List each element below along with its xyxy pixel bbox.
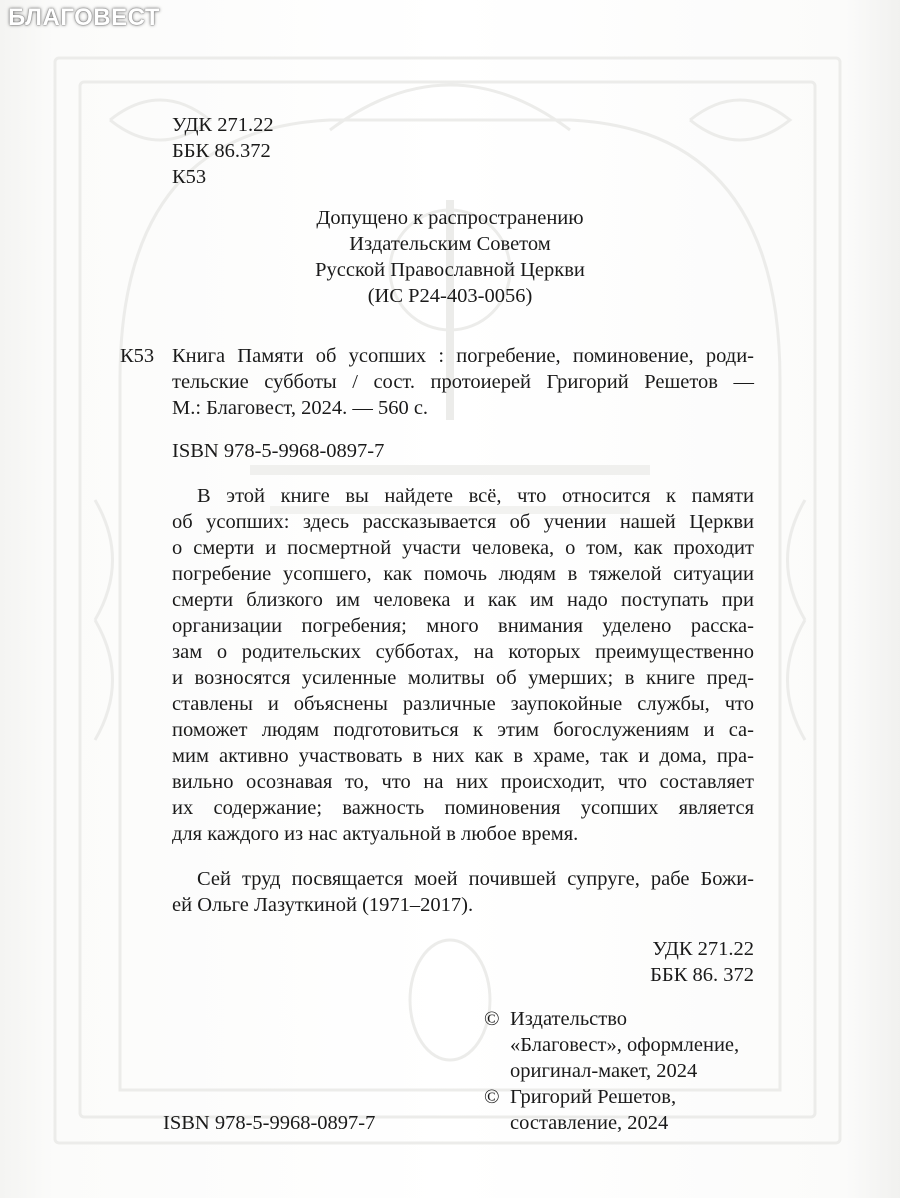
- annotation-line: погребение усопшего, как помочь людям в тяжелой ситуации: [172, 563, 754, 585]
- udk-code-right: УДК 271.22: [652, 938, 754, 960]
- annotation-line: о смерти и посмертной участи человека, о том, как проходит: [172, 537, 754, 559]
- annotation-line: мим активно участвовать в них как в храме, так и дома, пра-: [172, 745, 754, 767]
- dedication-line: ей Ольге Лазуткиной (1971–2017).: [172, 894, 474, 916]
- isbn-top: ISBN 978-5-9968-0897-7: [172, 440, 385, 462]
- approval-number: (ИС Р24-403-0056): [367, 285, 533, 307]
- dedication-line: Сей труд посвящается моей почившей супруге, рабе Божи-: [197, 868, 754, 890]
- annotation-line: зам о родительских субботах, на которых преимущественно: [172, 641, 754, 663]
- copyright-symbol: ©: [484, 1008, 500, 1030]
- approval-line: Допущено к распространению: [316, 207, 584, 229]
- catalog-code: К53: [120, 345, 155, 367]
- isbn-bottom: ISBN 978-5-9968-0897-7: [163, 1112, 376, 1134]
- copyright-symbol: ©: [484, 1086, 500, 1108]
- copyright-publisher-line: Издательство: [510, 1008, 628, 1030]
- annotation-line: ставлены и объяснены различные заупокойные службы, что: [172, 693, 754, 715]
- approval-line: Издательским Советом: [349, 233, 551, 255]
- annotation-line: и возносятся усиленные молитвы об умерших; в книге пред-: [172, 667, 754, 689]
- copyright-publisher-line: «Благовест», оформление,: [510, 1034, 740, 1056]
- annotation-line: их содержание; важность поминовения усопших является: [172, 797, 754, 819]
- bbk-code: ББК 86.372: [172, 140, 271, 162]
- annotation-line: об усопших: здесь рассказывается об учении нашей Церкви: [172, 511, 754, 533]
- catalog-line: Книга Памяти об усопших : погребение, поминовение, роди-: [172, 345, 754, 367]
- copyright-publisher-line: оригинал-макет, 2024: [510, 1060, 698, 1082]
- watermark-logo: БЛАГОВЕСТ: [8, 4, 161, 31]
- annotation-line: смерти близкого им человека и как им надо поступать при: [172, 589, 754, 611]
- copyright-compiler-line: составление, 2024: [510, 1112, 669, 1134]
- catalog-line: тельские субботы / сост. протоиерей Григорий Решетов —: [172, 371, 754, 393]
- catalog-line: М.: Благовест, 2024. — 560 с.: [172, 397, 429, 419]
- annotation-line: вильно осознавая то, что на них происходит, что составляет: [172, 771, 754, 793]
- annotation-line: поможет людям подготовиться к этим богослужениям и са-: [172, 719, 754, 741]
- author-code: К53: [172, 166, 207, 188]
- annotation-line: В этой книге вы найдете всё, что относится к памяти: [197, 485, 754, 507]
- annotation-line: организации погребения; много внимания уделено расска-: [172, 615, 754, 637]
- copyright-compiler-line: Григорий Решетов,: [510, 1086, 677, 1108]
- approval-line: Русской Православной Церкви: [315, 259, 585, 281]
- bbk-code-right: ББК 86. 372: [650, 964, 754, 986]
- udk-code: УДК 271.22: [172, 114, 274, 136]
- annotation-line: для каждого из нас актуальной в любое время.: [172, 823, 579, 845]
